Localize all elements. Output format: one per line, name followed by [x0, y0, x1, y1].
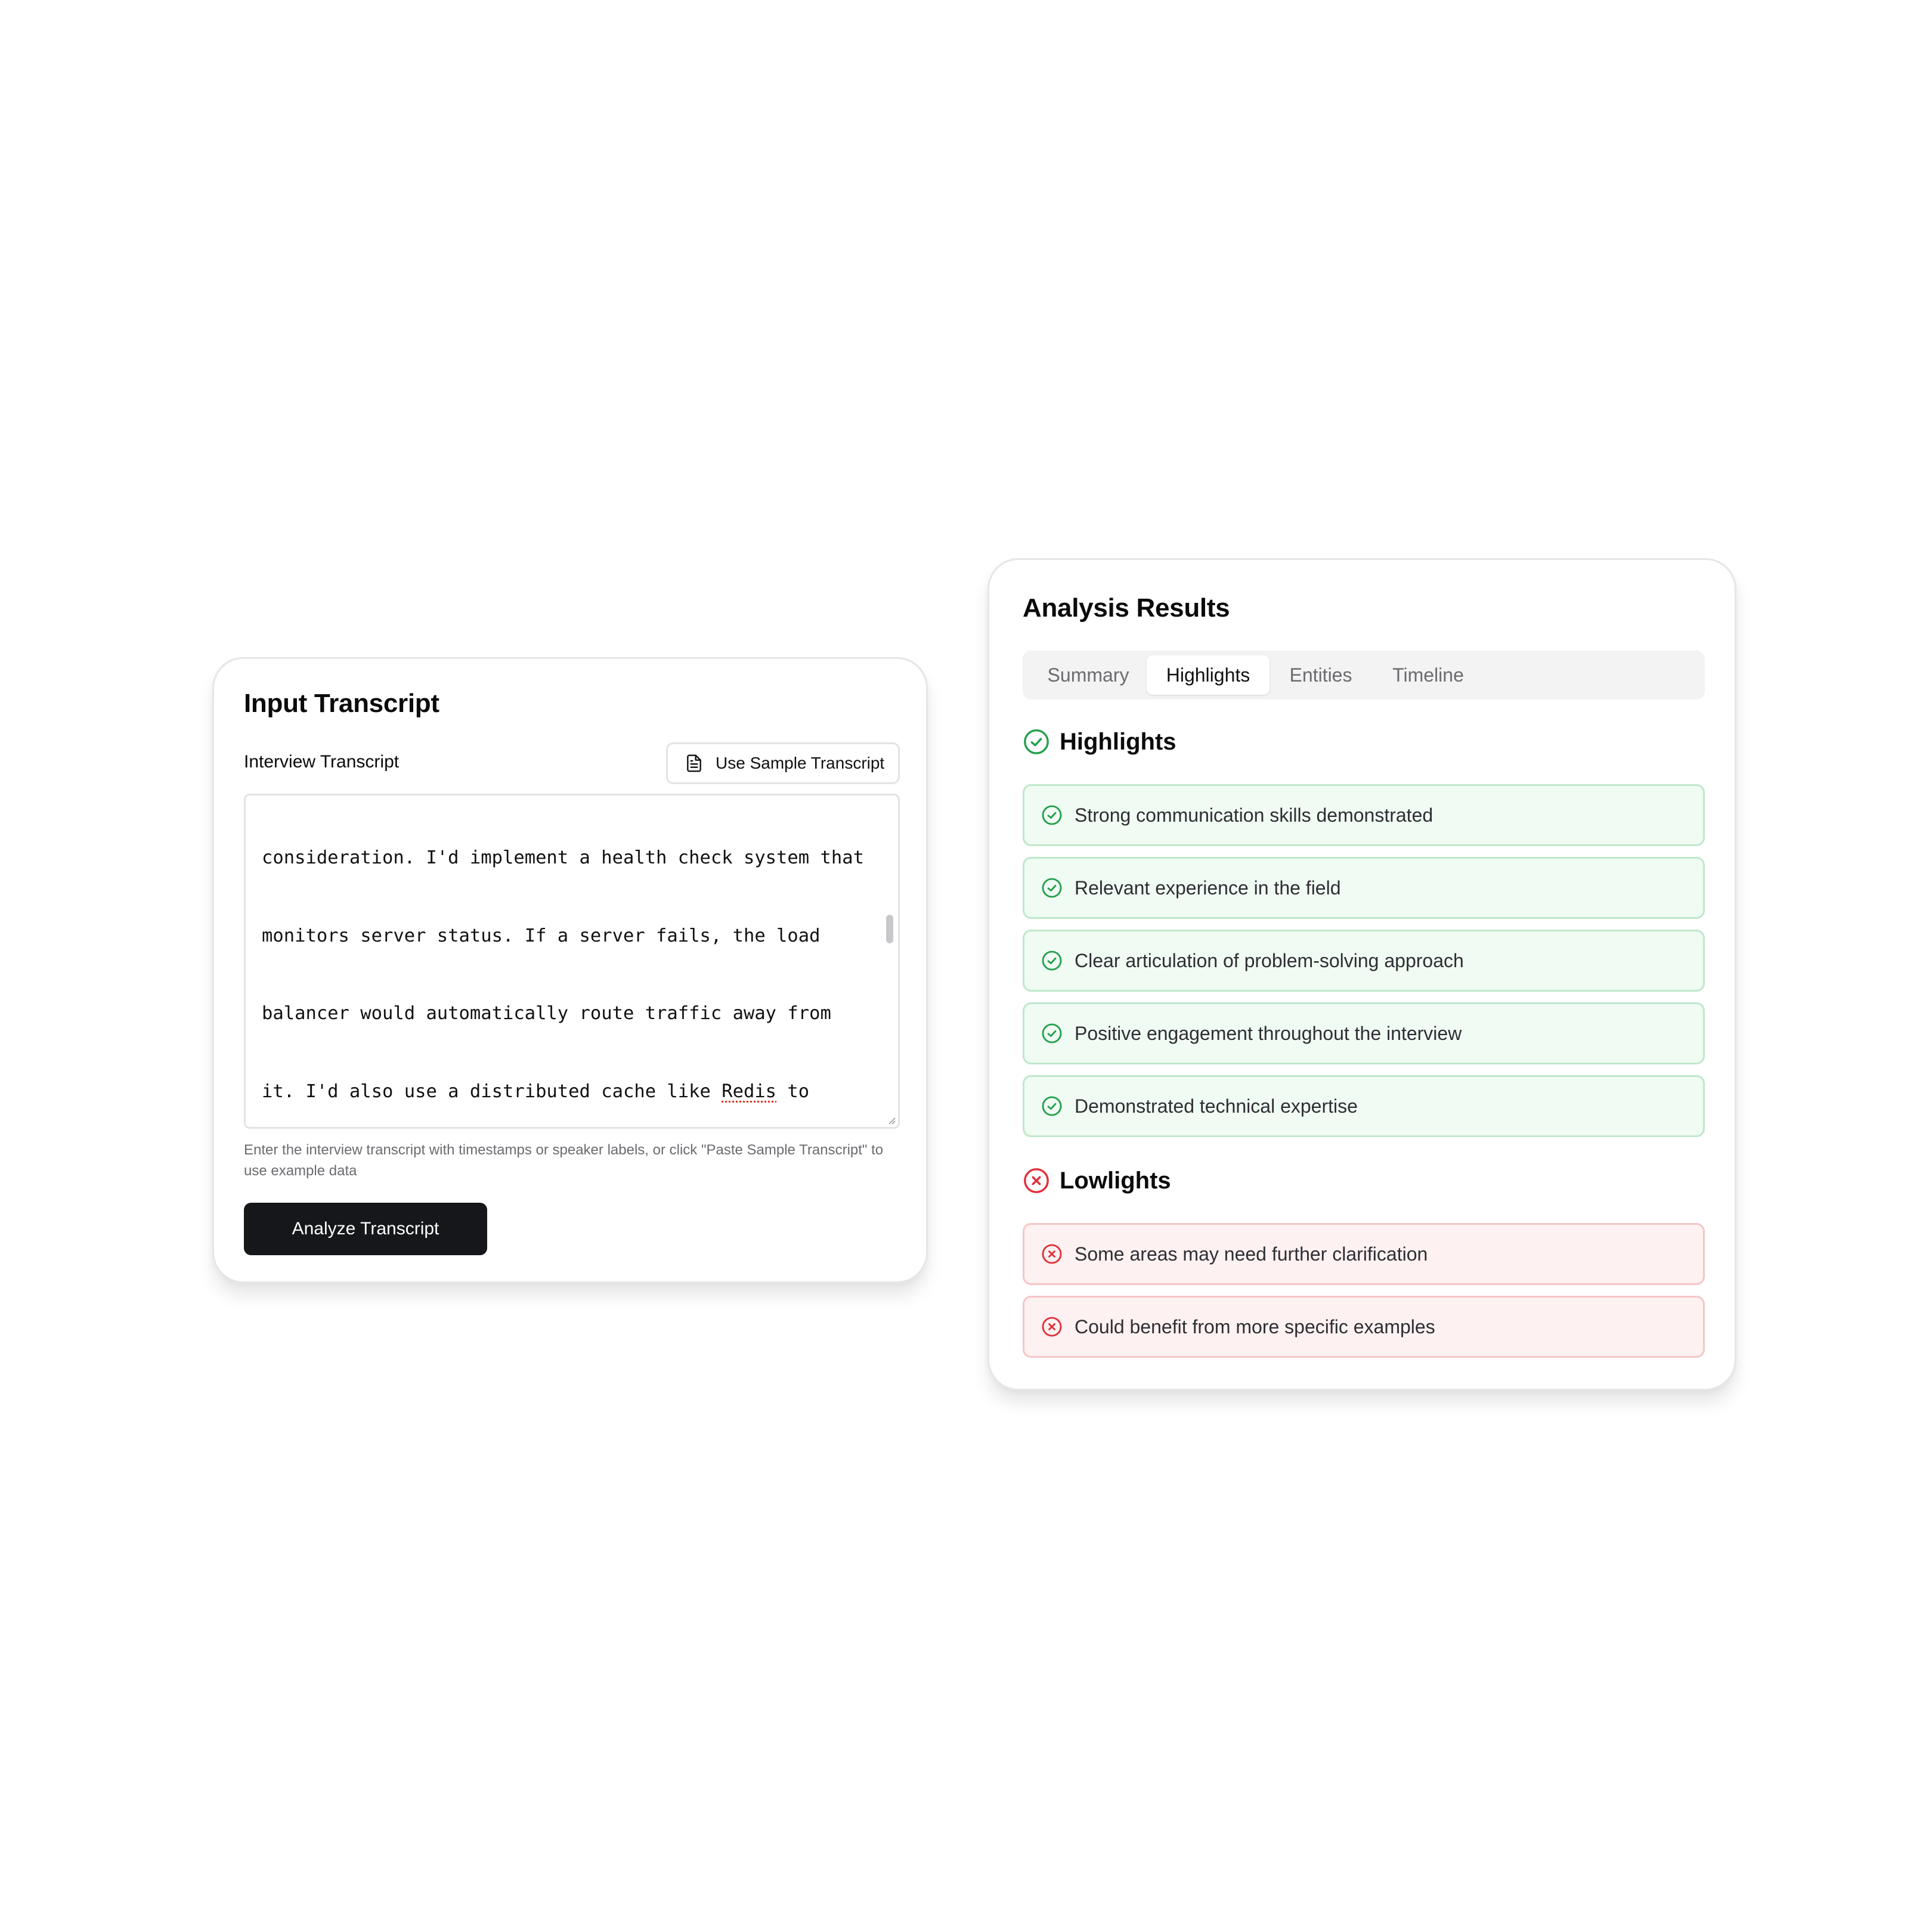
check-circle-icon [1041, 1095, 1063, 1117]
check-circle-icon [1041, 1023, 1063, 1044]
tab-timeline[interactable]: Timeline [1392, 664, 1464, 686]
transcript-line: balancer would automatically route traffic away from [262, 1003, 831, 1024]
analyze-transcript-button[interactable]: Analyze Transcript [244, 1203, 487, 1255]
x-circle-icon [1041, 1243, 1063, 1265]
transcript-line: consideration. I'd implement a health check system that [262, 847, 864, 868]
transcript-textarea[interactable] [244, 794, 900, 1129]
lowlights-title: Lowlights [1060, 1167, 1171, 1194]
highlights-heading [1023, 727, 1176, 757]
tab-summary[interactable]: Summary [1047, 664, 1129, 686]
tab-highlights[interactable]: Highlights [1147, 655, 1270, 695]
lowlights-heading [1023, 1166, 1171, 1196]
check-circle-icon [1041, 804, 1063, 826]
input-card-title: Input Transcript [244, 689, 439, 718]
highlight-text: Clear articulation of problem-solving approach [1075, 949, 1464, 971]
lowlight-item [1023, 1223, 1705, 1285]
results-tabs [1023, 651, 1705, 699]
transcript-field-label: Interview Transcript [244, 752, 400, 772]
highlight-text: Strong communication skills demonstrated [1075, 804, 1433, 826]
highlight-text: Relevant experience in the field [1075, 877, 1341, 899]
analysis-results-card [987, 558, 1736, 1391]
highlight-item [1023, 857, 1705, 919]
highlight-text: Demonstrated technical expertise [1075, 1095, 1358, 1117]
highlight-item [1023, 930, 1705, 992]
input-transcript-card [212, 657, 928, 1283]
transcript-line: monitors server status. If a server fails, the load [262, 925, 821, 946]
lowlight-item [1023, 1296, 1705, 1358]
highlight-item [1023, 784, 1705, 846]
document-icon [685, 754, 704, 773]
lowlight-text: Could benefit from more specific examples [1075, 1315, 1435, 1337]
highlight-item [1023, 1002, 1705, 1064]
sample-button-label: Use Sample Transcript [716, 754, 885, 772]
tab-entities[interactable]: Entities [1289, 664, 1352, 686]
transcript-helper-text: Enter the interview transcript with timestamps or speaker labels, or click "Paste Sample Transcript" to use example data [244, 1142, 884, 1179]
results-card-title: Analysis Results [1023, 593, 1230, 623]
transcript-text [262, 794, 870, 1129]
highlight-text: Positive engagement throughout the interview [1075, 1022, 1462, 1044]
textarea-scrollbar[interactable] [886, 915, 893, 943]
transcript-line-end: to [776, 1080, 810, 1102]
highlight-item [1023, 1075, 1705, 1137]
transcript-line [262, 1079, 870, 1105]
x-circle-icon [1041, 1316, 1063, 1337]
use-sample-transcript-button[interactable] [666, 742, 900, 784]
x-circle-icon [1023, 1167, 1050, 1194]
resize-handle-icon[interactable] [887, 1116, 896, 1125]
check-circle-icon [1041, 877, 1063, 899]
lowlight-text: Some areas may need further clarification [1075, 1243, 1428, 1265]
misspelled-word[interactable]: Redis [722, 1080, 777, 1102]
check-circle-icon [1023, 728, 1050, 756]
check-circle-icon [1041, 950, 1063, 971]
transcript-line-start: it. I'd also use a distributed cache like [262, 1080, 722, 1102]
highlights-title: Highlights [1060, 728, 1176, 755]
